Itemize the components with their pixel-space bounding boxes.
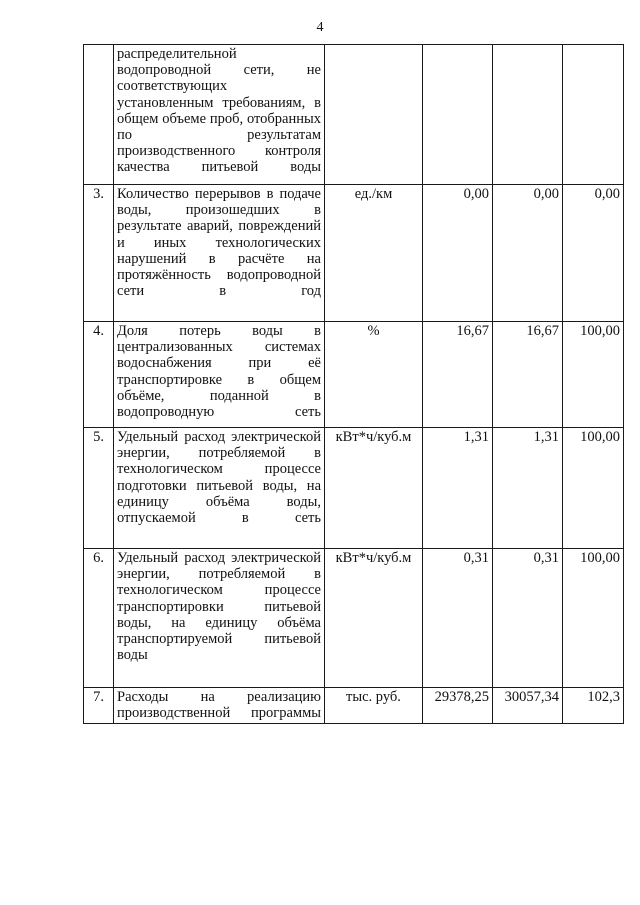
value-cell-3 bbox=[563, 45, 624, 185]
value-cell-3: 102,3 bbox=[563, 688, 624, 724]
row-number-cell: 5. bbox=[84, 428, 114, 549]
row-number-cell bbox=[84, 45, 114, 185]
value-cell-1: 0,00 bbox=[423, 185, 493, 322]
table-row bbox=[84, 428, 624, 549]
indicator-description: Доля потерь воды в централизованных системах водоснабжения при её транспортировке в общем объёме, поданной в водопроводную сеть bbox=[114, 322, 325, 428]
value-cell-2 bbox=[493, 45, 563, 185]
row-number-cell: 4. bbox=[84, 322, 114, 428]
indicator-description: Количество перерывов в подаче воды, произошедших в результате аварий, повреждений и иных технологических нарушений в расчёте на протяжённость водопроводной сети в год bbox=[114, 185, 325, 322]
unit-cell: % bbox=[325, 322, 423, 428]
indicator-description: Удельный расход электрической энергии, потребляемой в технологическом процессе подготовки питьевой воды, на единицу объёма воды, отпускаемой в сеть bbox=[114, 428, 325, 549]
indicator-description: Расходы на реализацию производственной программы bbox=[114, 688, 325, 724]
value-cell-2: 0,00 bbox=[493, 185, 563, 322]
unit-cell bbox=[325, 45, 423, 185]
unit-cell: кВт*ч/куб.м bbox=[325, 428, 423, 549]
indicators-table bbox=[83, 44, 624, 724]
value-cell-3: 100,00 bbox=[563, 322, 624, 428]
value-cell-1: 1,31 bbox=[423, 428, 493, 549]
row-number-cell: 6. bbox=[84, 549, 114, 688]
value-cell-1: 0,31 bbox=[423, 549, 493, 688]
value-cell-1 bbox=[423, 45, 493, 185]
value-cell-3: 100,00 bbox=[563, 549, 624, 688]
indicator-description: распределительной водопроводной сети, не соответствующих установленным требованиям, в общем объеме проб, отобранных по результатам производственного контроля качества питьевой воды bbox=[114, 45, 325, 185]
value-cell-2: 1,31 bbox=[493, 428, 563, 549]
unit-cell: тыс. руб. bbox=[325, 688, 423, 724]
value-cell-2: 16,67 bbox=[493, 322, 563, 428]
table-row bbox=[84, 322, 624, 428]
row-number-cell: 7. bbox=[84, 688, 114, 724]
value-cell-3: 100,00 bbox=[563, 428, 624, 549]
value-cell-3: 0,00 bbox=[563, 185, 624, 322]
indicator-description: Удельный расход электрической энергии, потребляемой в технологическом процессе транспортировки питьевой воды, на единицу объёма транспортируемой питьевой воды bbox=[114, 549, 325, 688]
page-number: 4 bbox=[316, 20, 324, 35]
table-row bbox=[84, 688, 624, 724]
table-row-continuation bbox=[84, 45, 624, 185]
value-cell-2: 30057,34 bbox=[493, 688, 563, 724]
unit-cell: ед./км bbox=[325, 185, 423, 322]
table-row bbox=[84, 549, 624, 688]
row-number-cell: 3. bbox=[84, 185, 114, 322]
unit-cell: кВт*ч/куб.м bbox=[325, 549, 423, 688]
value-cell-1: 16,67 bbox=[423, 322, 493, 428]
value-cell-1: 29378,25 bbox=[423, 688, 493, 724]
table-row bbox=[84, 185, 624, 322]
value-cell-2: 0,31 bbox=[493, 549, 563, 688]
